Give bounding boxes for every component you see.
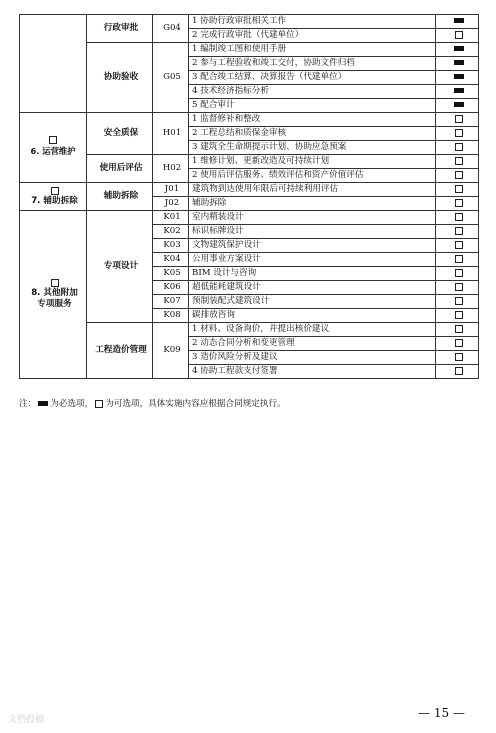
subcategory-cell: 工程造价管理: [87, 323, 153, 379]
mark-cell: [436, 183, 479, 197]
optional-box-icon: [95, 400, 103, 408]
category-cell: [20, 183, 87, 211]
optional-box-icon: [455, 353, 463, 361]
optional-box-icon: [455, 129, 463, 137]
mark-cell: [436, 337, 479, 351]
item-cell: 2 工程总结和质保金审核: [189, 127, 436, 141]
table-row: [20, 155, 479, 169]
item-cell: 4 技术经济指标分析: [189, 85, 436, 99]
optional-box-icon: [455, 227, 463, 235]
optional-box-icon: [455, 269, 463, 277]
optional-box-icon: [455, 325, 463, 333]
table-row: [20, 43, 479, 57]
subcategory-cell: 行政审批: [87, 15, 153, 43]
category-cell: [20, 211, 87, 379]
code-cell: G05: [153, 43, 189, 113]
item-cell: 1 维修计划、更新改造及可持续计划: [189, 155, 436, 169]
mark-cell: [436, 127, 479, 141]
optional-box-icon: [455, 241, 463, 249]
mark-cell: [436, 15, 479, 29]
code-cell: K01: [153, 211, 189, 225]
mark-cell: [436, 365, 479, 379]
optional-box-icon: [455, 115, 463, 123]
optional-box-icon: [455, 185, 463, 193]
category-label: 6. 运营维护: [30, 145, 76, 156]
required-marker-icon: [38, 401, 48, 406]
item-cell: 碳排放咨询: [189, 309, 436, 323]
table-row: [20, 211, 479, 225]
mark-cell: [436, 295, 479, 309]
code-cell: G04: [153, 15, 189, 43]
mark-cell: [436, 113, 479, 127]
category-label: 7. 辅助拆除: [31, 195, 78, 206]
checkbox-icon: [51, 279, 59, 287]
mark-cell: [436, 99, 479, 113]
footnote: [19, 397, 286, 409]
service-table: [19, 14, 479, 379]
code-cell: J01: [153, 183, 189, 197]
mark-cell: [436, 309, 479, 323]
subcategory-cell: 辅助拆除: [87, 183, 153, 211]
optional-box-icon: [455, 199, 463, 207]
optional-box-icon: [455, 171, 463, 179]
required-marker-icon: [454, 46, 464, 51]
mark-cell: [436, 239, 479, 253]
subcategory-cell: 专项设计: [87, 211, 153, 323]
item-cell: 2 动态合同分析和变更管理: [189, 337, 436, 351]
item-cell: 4 协助工程款支付签署: [189, 365, 436, 379]
mark-cell: [436, 141, 479, 155]
item-cell: 预制装配式建筑设计: [189, 295, 436, 309]
item-cell: 1 协助行政审批相关工作: [189, 15, 436, 29]
code-cell: J02: [153, 197, 189, 211]
item-cell: 室内精装设计: [189, 211, 436, 225]
optional-box-icon: [455, 297, 463, 305]
required-marker-icon: [454, 18, 464, 23]
optional-box-icon: [455, 31, 463, 39]
item-cell: 1 监督修补和整改: [189, 113, 436, 127]
mark-cell: [436, 29, 479, 43]
required-marker-icon: [454, 102, 464, 107]
item-cell: 2 使用后评估服务、绩效评估和资产价值评估: [189, 169, 436, 183]
subcategory-cell: 安全质保: [87, 113, 153, 155]
subcategory-cell: 使用后评估: [87, 155, 153, 183]
item-cell: 建筑物到达使用年限后可持续利用评估: [189, 183, 436, 197]
optional-box-icon: [455, 255, 463, 263]
mark-cell: [436, 197, 479, 211]
mark-cell: [436, 253, 479, 267]
code-cell: K04: [153, 253, 189, 267]
table-row: [20, 15, 479, 29]
optional-box-icon: [455, 311, 463, 319]
checkbox-icon: [51, 187, 59, 195]
code-cell: H02: [153, 155, 189, 183]
code-cell: K07: [153, 295, 189, 309]
item-cell: 3 造价风险分析及建议: [189, 351, 436, 365]
page-number: — 15 —: [418, 706, 465, 720]
checkbox-icon: [49, 136, 57, 144]
item-cell: 公用事业方案设计: [189, 253, 436, 267]
item-cell: 2 参与工程验收和竣工交付，协助文件归档: [189, 57, 436, 71]
optional-box-icon: [455, 213, 463, 221]
item-cell: 超低能耗建筑设计: [189, 281, 436, 295]
item-cell: 1 材料、设备询价，并提出核价建议: [189, 323, 436, 337]
item-cell: 3 配合竣工结算、决算报告（代建单位）: [189, 71, 436, 85]
mark-cell: [436, 169, 479, 183]
note-optional: 为可选项，具体实施内容应根据合同规定执行。: [105, 399, 286, 409]
required-marker-icon: [454, 74, 464, 79]
optional-box-icon: [455, 157, 463, 165]
code-cell: K08: [153, 309, 189, 323]
section6-label: [20, 112, 86, 179]
item-cell: 辅助拆除: [189, 197, 436, 211]
optional-box-icon: [455, 339, 463, 347]
code-cell: H01: [153, 113, 189, 155]
item-cell: BIM 设计与咨询: [189, 267, 436, 281]
mark-cell: [436, 85, 479, 99]
item-cell: 文物建筑保护设计: [189, 239, 436, 253]
subcategory-cell: 协助验收: [87, 43, 153, 113]
mark-cell: [436, 225, 479, 239]
mark-cell: [436, 57, 479, 71]
item-cell: 5 配合审计: [189, 99, 436, 113]
code-cell: K06: [153, 281, 189, 295]
code-cell: K05: [153, 267, 189, 281]
mark-cell: [436, 155, 479, 169]
item-cell: 3 建筑全生命期提示计划、协助应急预案: [189, 141, 436, 155]
table-row: [20, 323, 479, 337]
note-prefix: 注：: [19, 399, 37, 409]
mark-cell: [436, 351, 479, 365]
code-cell: K09: [153, 323, 189, 379]
item-cell: 2 完成行政审批（代建单位）: [189, 29, 436, 43]
optional-box-icon: [455, 367, 463, 375]
table-row: [20, 113, 479, 127]
category-label: 8. 其他附加: [31, 288, 78, 298]
mark-cell: [436, 43, 479, 57]
mark-cell: [436, 281, 479, 295]
optional-box-icon: [455, 283, 463, 291]
watermark: 文档投稿: [8, 715, 45, 725]
code-cell: K03: [153, 239, 189, 253]
required-marker-icon: [454, 60, 464, 65]
mark-cell: [436, 71, 479, 85]
item-cell: 标识标牌设计: [189, 225, 436, 239]
mark-cell: [436, 211, 479, 225]
code-cell: K02: [153, 225, 189, 239]
table-row: [20, 183, 479, 197]
mark-cell: [436, 267, 479, 281]
optional-box-icon: [455, 143, 463, 151]
category-label: 专项服务: [37, 299, 72, 309]
mark-cell: [436, 323, 479, 337]
note-required: 为必选项，: [50, 399, 94, 409]
item-cell: 1 编制竣工图和使用手册: [189, 43, 436, 57]
required-marker-icon: [454, 88, 464, 93]
